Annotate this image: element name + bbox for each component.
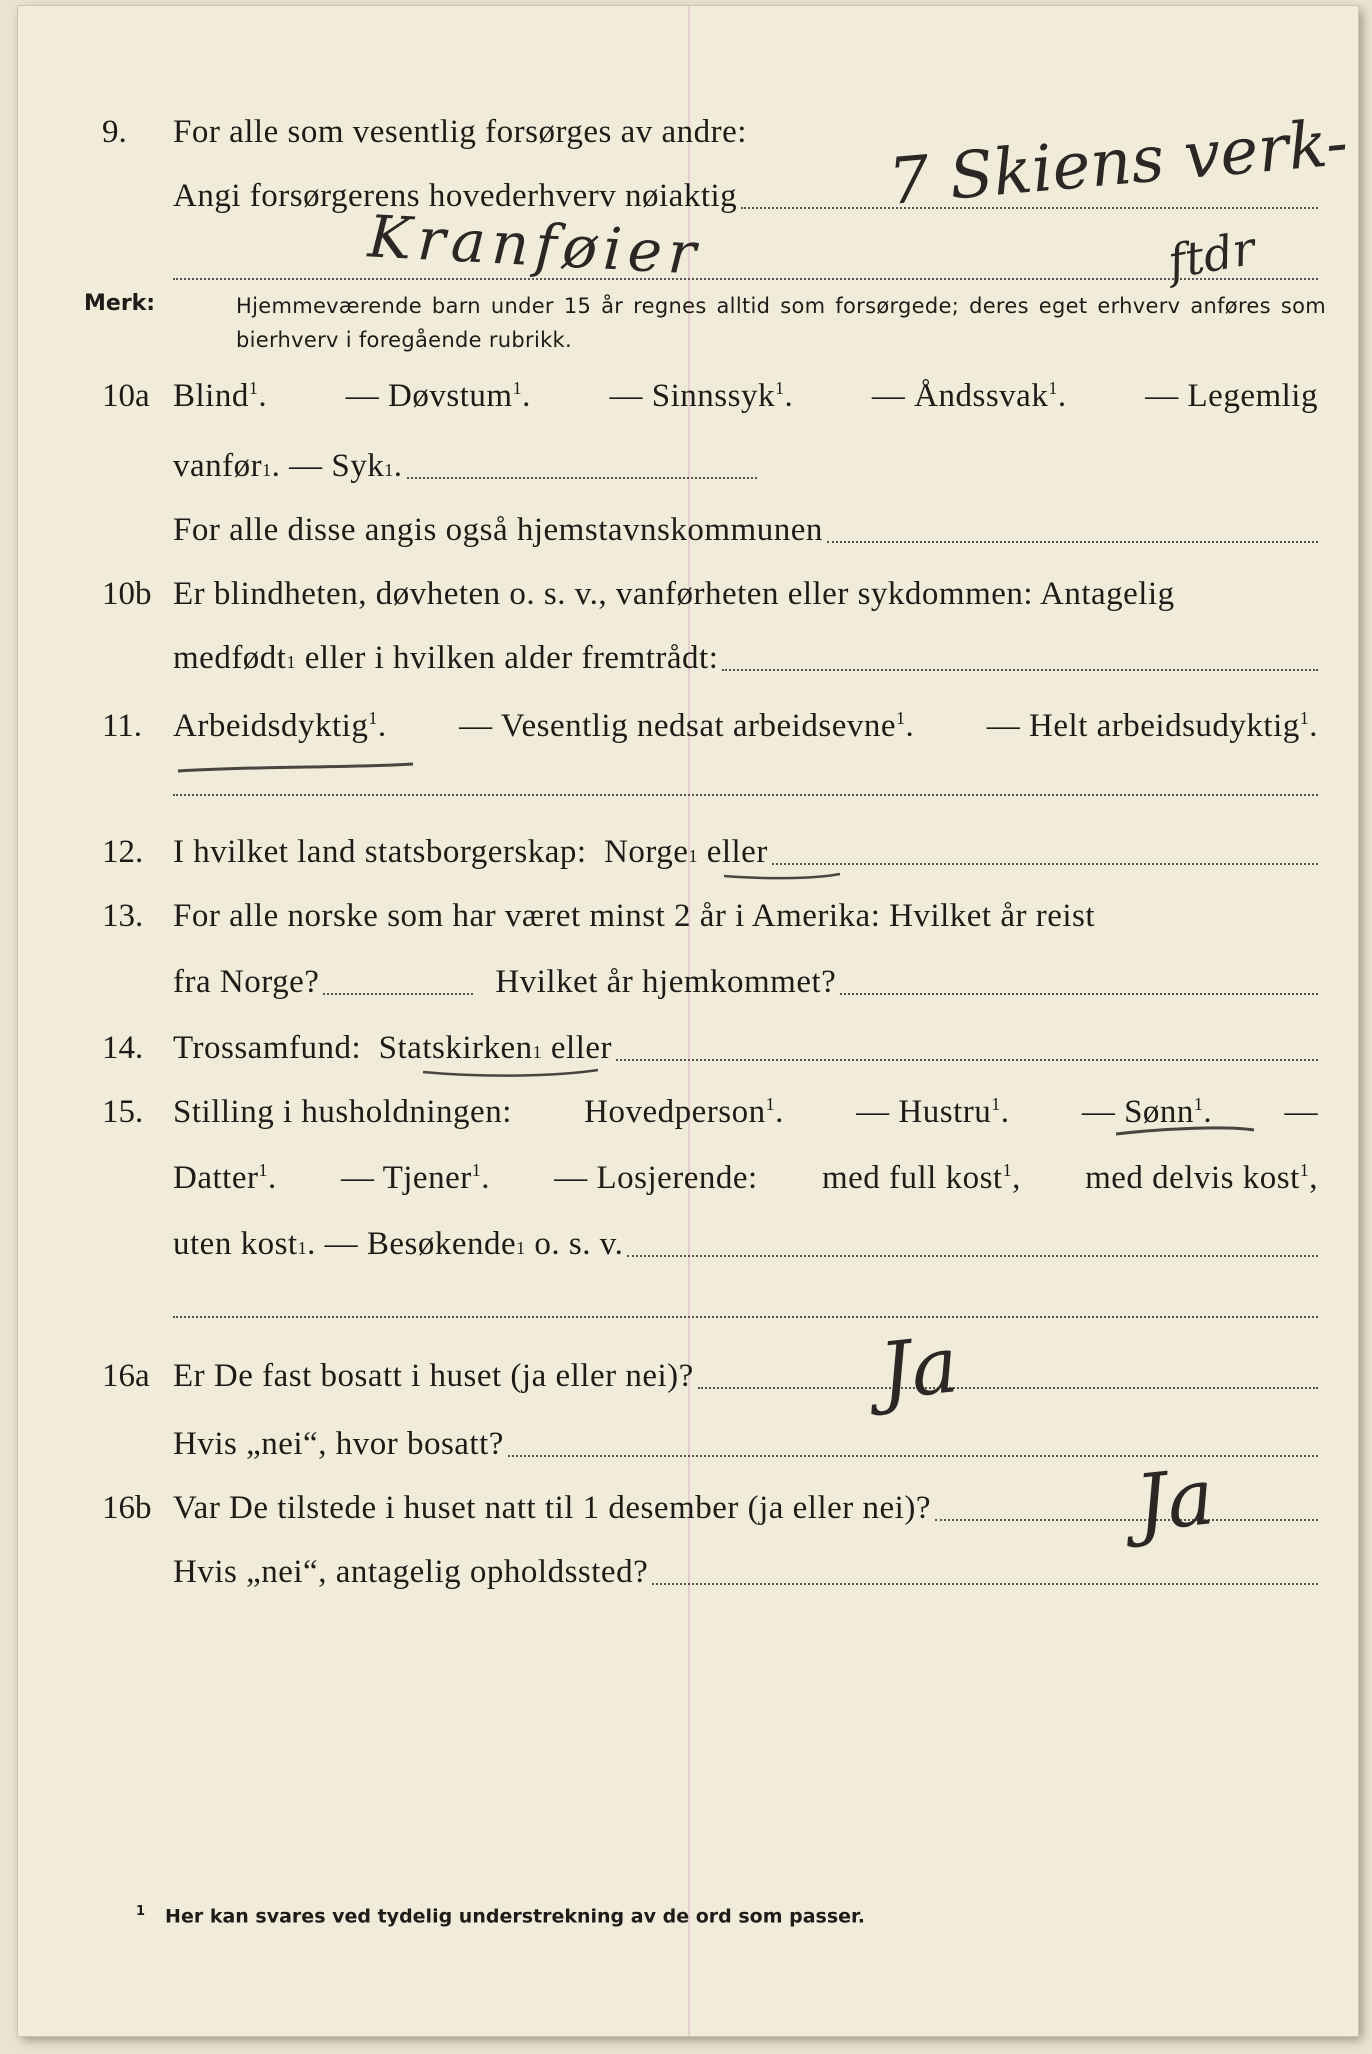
opt-legemlig[interactable]: — Legemlig	[1145, 378, 1318, 414]
q13-reist-label: fra Norge?	[173, 964, 320, 1000]
opt-sinnssyk[interactable]: — Sinnssyk	[609, 378, 775, 414]
footnote	[136, 1904, 865, 1927]
q10b-number: 10b	[102, 576, 152, 612]
merk-label: Merk:	[84, 291, 156, 316]
q12-eller: eller	[706, 834, 768, 870]
q9-handwriting-3: ftdr	[1163, 220, 1259, 290]
q16a-answer-line[interactable]	[698, 1386, 1318, 1389]
q13-row1	[18, 898, 1358, 948]
q12-text: I hvilket land statsborgerskap:	[173, 834, 587, 870]
q9-text1: For alle som vesentlig forsørges av andre:	[173, 114, 747, 150]
q10a-hjemstavn-line[interactable]	[827, 540, 1318, 543]
census-form-page	[18, 6, 1358, 2036]
q16b-number: 16b	[102, 1490, 152, 1526]
opt-andssvak[interactable]: — Åndssvak	[871, 378, 1049, 414]
q16b-text2: Hvis „nei“, antagelig opholdssted?	[173, 1554, 649, 1590]
opt-losjerende[interactable]: — Losjerende:	[554, 1160, 758, 1196]
q16a-number: 16a	[102, 1358, 150, 1394]
q16b-text1: Var De tilstede i huset natt til 1 desember (ja eller nei)?	[173, 1490, 931, 1526]
q16b-handwriting: Ja	[1131, 1452, 1219, 1550]
q10a-syk-answer-line[interactable]	[407, 476, 757, 479]
opt-syk[interactable]: — Syk	[289, 448, 385, 484]
opt-nedsat-arbeidsevne[interactable]: — Vesentlig nedsat arbeidsevne	[459, 708, 896, 744]
merk-text: Hjemmeværende barn under 15 år regnes alltid som forsørgede; deres eget erhverv anføres som bierhverv i foregående rubrikk.	[236, 294, 1326, 352]
q15-osv: o. s. v.	[534, 1226, 624, 1262]
q16b-row2	[18, 1554, 1358, 1604]
q15-answer-line[interactable]	[627, 1254, 1318, 1257]
q16a-row1	[18, 1358, 1358, 1408]
q11-row1: 11. Arbeidsdyktig$^1$. — Vesentlig nedsat arbeidsevne$^1$. — Helt arbeidsudyktig$^1$.	[102, 708, 1318, 744]
opt-hustru[interactable]: — Hustru	[856, 1094, 992, 1130]
opt-datter[interactable]: Datter	[173, 1160, 259, 1196]
opt-statskirken[interactable]: Statskirken	[378, 1030, 533, 1066]
q14-row: 14. Trossamfund: Statskirken 1 eller	[18, 1030, 1358, 1080]
q13-reist-answer[interactable]	[323, 992, 473, 995]
opt-arbeidsudyktig[interactable]: — Helt arbeidsudyktig	[986, 708, 1300, 744]
q14-text: Trossamfund:	[173, 1030, 362, 1066]
q15-dash: —	[1284, 1094, 1318, 1130]
q16a-text1: Er De fast bosatt i huset (ja eller nei)?	[173, 1358, 694, 1394]
q15-text: Stilling i husholdningen:	[173, 1094, 512, 1130]
q12-row: 12. I hvilket land statsborgerskap: Norge 1 eller	[18, 834, 1358, 884]
opt-blind[interactable]: Blind	[173, 378, 249, 414]
opt-tjener[interactable]: — Tjener	[340, 1160, 472, 1196]
opt-arbeidsdyktig[interactable]: Arbeidsdyktig	[173, 708, 369, 744]
q14-eller: eller	[550, 1030, 613, 1066]
q10a-text3: For alle disse angis også hjemstavnskommunen	[173, 512, 823, 548]
q14-number: 14.	[102, 1030, 144, 1066]
q13-number: 13.	[102, 898, 144, 934]
q15-number: 15.	[102, 1094, 144, 1130]
opt-hovedperson[interactable]: Hovedperson	[584, 1094, 766, 1130]
underline-arbeidsdyktig	[178, 764, 413, 771]
q9-text2: Angi forsørgerens hovederhverv nøiaktig	[173, 178, 738, 214]
q10b-text2: eller i hvilken alder fremtrådt:	[304, 640, 719, 676]
q15-row1: 15. Stilling i husholdningen: Hovedperson$^1$. — Hustru$^1$. — Sønn$^1$. —	[102, 1094, 1318, 1130]
q13-hjemkommet-label: Hvilket år hjemkommet?	[495, 964, 837, 1000]
opt-sonn[interactable]: — Sønn	[1081, 1094, 1194, 1130]
q12-answer-line[interactable]	[772, 862, 1318, 865]
q10a-row2: vanfør 1 . — Syk 1 .	[18, 448, 1358, 498]
q11-answer-line[interactable]	[173, 794, 1318, 796]
opt-delvis-kost[interactable]: med delvis kost	[1085, 1160, 1300, 1196]
q16a-handwriting: Ja	[875, 1320, 963, 1418]
q10b-row2: medfødt 1 eller i hvilken alder fremtrådt:	[18, 640, 1358, 690]
q16b-answer-line[interactable]	[935, 1518, 1318, 1521]
q11-number: 11.	[102, 708, 143, 744]
q13-hjemkommet-answer[interactable]	[840, 992, 1318, 995]
q10b-answer-line[interactable]	[722, 668, 1318, 671]
q10b-row1	[18, 576, 1358, 626]
q16b-opholdssted-line[interactable]	[652, 1582, 1318, 1585]
q13-text1: For alle norske som har været minst 2 år i Amerika: Hvilket år reist	[173, 898, 1096, 934]
q9-handwriting-2: Kranføier	[366, 202, 704, 288]
opt-norge[interactable]: Norge	[604, 834, 689, 870]
q9-answer-line-2[interactable]	[173, 278, 1318, 280]
q16a-text2: Hvis „nei“, hvor bosatt?	[173, 1426, 504, 1462]
opt-dovstum[interactable]: — Døvstum	[345, 378, 513, 414]
q12-number: 12.	[102, 834, 144, 870]
opt-uten-kost[interactable]: uten kost	[173, 1226, 298, 1262]
q13-row2	[18, 964, 1358, 1014]
opt-vanfor[interactable]: vanfør	[173, 448, 263, 484]
q15-row3: uten kost 1 . — Besøkende 1 o. s. v.	[18, 1226, 1358, 1276]
opt-besokende[interactable]: — Besøkende	[324, 1226, 517, 1262]
q15-answer-line-2[interactable]	[173, 1316, 1318, 1318]
q10a-row3	[18, 512, 1358, 562]
q9-handwriting-1: 7 Skiens verk-	[885, 106, 1351, 220]
q15-row2: Datter$^1$. — Tjener$^1$. — Losjerende: med full kost$^1$, med delvis kost$^1$,	[173, 1160, 1318, 1196]
opt-full-kost[interactable]: med full kost	[821, 1160, 1003, 1196]
footnote-text: Her kan svares ved tydelig understrekning av de ord som passer.	[165, 1905, 865, 1928]
opt-medfodt[interactable]: medfødt	[173, 640, 287, 676]
q14-answer-line[interactable]	[616, 1058, 1318, 1061]
q10a-row1: 10a Blind$^1$. — Døvstum$^1$. — Sinnssyk$^1$. — Åndssvak$^1$. — Legemlig	[102, 378, 1318, 414]
q10a-number: 10a	[102, 378, 150, 414]
q9-number: 9.	[102, 114, 127, 150]
footnote-mark: 1	[136, 1904, 146, 1919]
q10b-text1: Er blindheten, døvheten o. s. v., vanførheten eller sykdommen: Antagelig	[173, 576, 1175, 612]
